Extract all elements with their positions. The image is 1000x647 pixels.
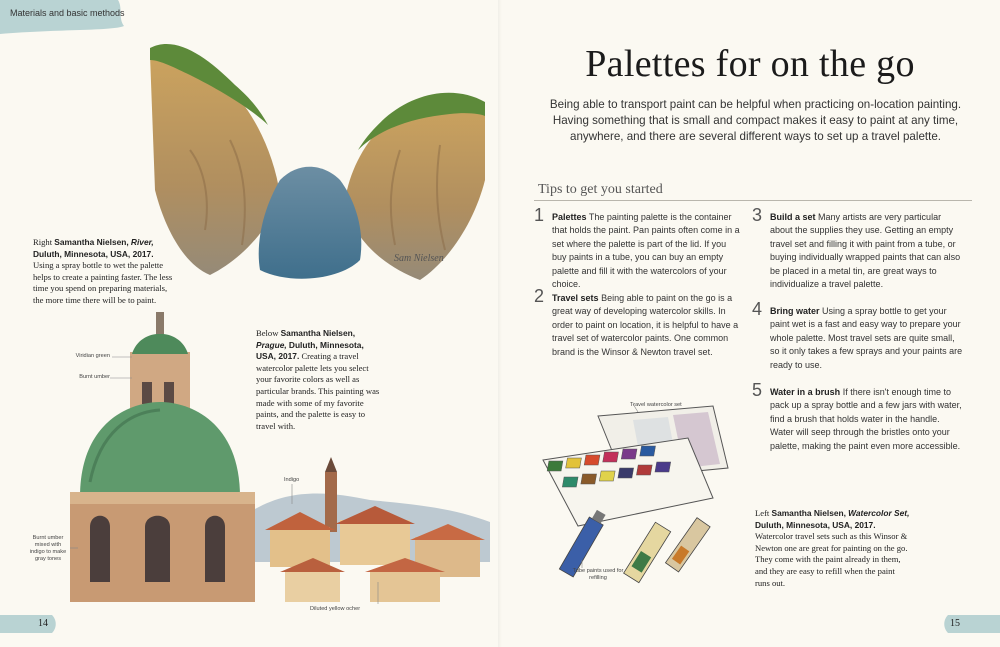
tip-item <box>752 205 965 291</box>
tip-number: 2 <box>534 286 545 306</box>
annot-mix: Burnt umber mixed with indigo to make gray tones <box>29 535 67 562</box>
tip-title: Bring water <box>770 306 820 316</box>
page-number-left: 14 <box>38 618 48 629</box>
folio-right <box>940 615 1000 633</box>
tip-title: Travel sets <box>552 293 599 303</box>
caption-prague-place: Duluth, Minnesota, USA, 2017. <box>256 339 364 362</box>
caption-set-artist: Samantha Nielsen, <box>771 508 846 518</box>
caption-river <box>33 237 173 307</box>
caption-river-body: Using a spray bottle to wet the palette helps to create a painting faster. The less time you spend on preparing materials, the more time there will be to paint. <box>33 260 173 305</box>
annot-viridian: Viridian green <box>75 353 110 359</box>
folio-left <box>0 615 60 633</box>
page-number-right: 15 <box>950 618 960 629</box>
caption-prague-artist: Samantha Nielsen, <box>280 328 356 338</box>
tip-text: The painting palette is the container that holds the paint. Pan paints often come in a set where the palette is part of the lid. If you buy paints in a tube, you can buy an empty palette and fill it with the watercolors of your choice. <box>552 212 740 290</box>
section-tab <box>0 0 130 30</box>
tip-number: 3 <box>752 205 763 225</box>
caption-set <box>755 508 910 589</box>
annot-tube: Tube paints used for refilling <box>572 568 624 581</box>
prague-painting <box>70 312 495 612</box>
annot-burnt-umber: Burnt umber <box>79 374 110 380</box>
annot-ocher: Diluted yellow ocher <box>310 606 361 612</box>
tip-text: Using a spray bottle to get your paint wet is a fast and easy way to prepare your whole palette. Most travel sets are quite small, so it only takes a few sprays and your paints are ready to use. <box>770 306 963 370</box>
caption-river-artist: Samantha Nielsen, <box>54 237 129 247</box>
caption-river-prefix: Right <box>33 237 53 247</box>
page-title: Palettes for on the go <box>585 43 915 85</box>
river-painting <box>150 30 485 290</box>
intro-text: Being able to transport paint can be helpful when practicing on-location painting. Having something that is small and compact makes it easy to paint at any time, anywhere, and there are several different ways to set up a travel palette. <box>549 98 962 143</box>
caption-set-work: Watercolor Set, <box>848 508 910 518</box>
caption-set-place: Duluth, Minnesota, USA, 2017. <box>755 519 876 530</box>
caption-set-prefix: Left <box>755 508 770 518</box>
tip-title: Build a set <box>770 212 816 222</box>
annot-indigo: Indigo <box>284 477 300 483</box>
caption-river-place: Duluth, Minnesota, USA, 2017. <box>33 248 154 259</box>
tips-heading: Tips to get you started <box>538 182 663 197</box>
caption-set-body: Watercolor travel sets such as this Winsor & Newton one are great for painting on the go. They come with the paint already in them, and they are easy to refill when the paint runs out. <box>755 531 908 588</box>
folio-right-shape <box>940 615 1000 633</box>
right-page <box>500 0 1000 647</box>
tip-item <box>534 286 742 359</box>
tip-text: Many artists are very particular about the supplies they use. Getting an empty travel set and filling it with paint from a tube, or buying individually wrapped paints that can also be placed in a metal tin, are great ways to individualize a travel palette. <box>770 212 961 290</box>
caption-prague-body: Creating a travel watercolor palette lets you select your favorite colors as well as particular brands. This painting was made with some of my favorite paints, and the palette is easy to travel with. <box>256 351 380 431</box>
folio-left-shape <box>0 615 60 633</box>
caption-prague-prefix: Below <box>256 328 279 338</box>
tip-title: Water in a brush <box>770 387 841 397</box>
caption-prague-work: Prague, <box>256 339 287 350</box>
section-label: Materials and basic methods <box>10 8 125 18</box>
tips-rule <box>534 200 972 201</box>
caption-river-work: River, <box>130 237 154 247</box>
tip-text: Being able to paint on the go is a great way of developing watercolor skills. In order to paint on location, it is helpful to have a travel set of watercolor paints. One common brand is the Winsor & Newton travel set. <box>552 293 739 357</box>
tip-text: If there isn't enough time to pack up a spray bottle and a few jars with water, find a brush that holds water in the handle. Water will seep through the bristles onto your palette, making the paint even more accessible. <box>770 387 962 451</box>
tip-number: 4 <box>752 299 763 319</box>
annot-travel-set: Travel watercolor set <box>630 402 682 408</box>
tip-number: 1 <box>534 205 545 225</box>
signature: Sam Nielsen <box>394 253 444 264</box>
tip-item <box>534 205 742 291</box>
tip-number: 5 <box>752 380 763 400</box>
tip-item <box>752 299 965 372</box>
tip-item <box>752 380 965 453</box>
tip-title: Palettes <box>552 212 587 222</box>
